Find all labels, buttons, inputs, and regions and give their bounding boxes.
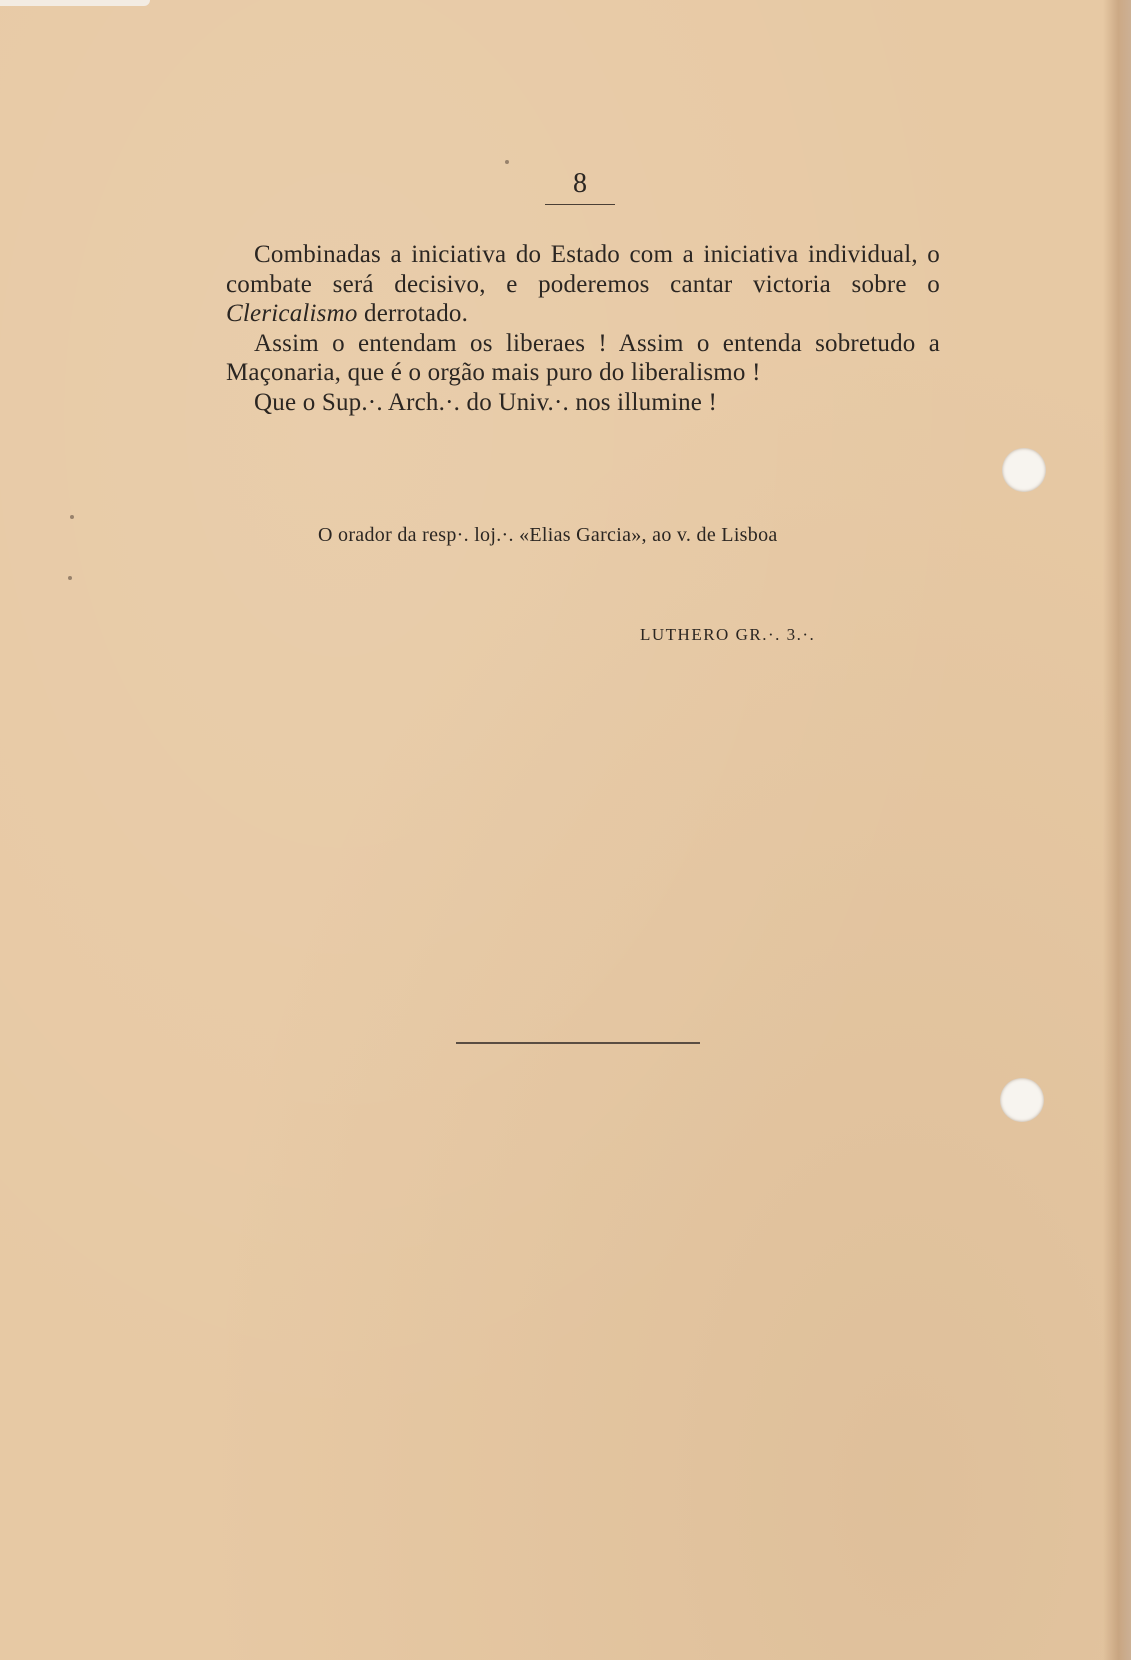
paragraph-1-text-a: Combinadas a iniciativa do Estado com a iniciativa individual, o combate será decisivo, e poderemos cantar victoria sobre o bbox=[226, 241, 940, 298]
paragraph-1-text-b: derrotado. bbox=[357, 300, 469, 327]
paragraph-3: Que o Sup.·. Arch.·. do Univ.·. nos illumine ! bbox=[254, 388, 718, 416]
page-number: 8 bbox=[573, 168, 587, 199]
ink-speck bbox=[505, 160, 509, 164]
page-edge-shadow bbox=[1103, 0, 1131, 1660]
paragraph-2: Assim o entendam os liberaes ! Assim o entenda sobretudo a Maçonaria, que é o orgão mais puro do liberalismo ! bbox=[226, 329, 940, 386]
author-name: LUTHERO GR.·. 3.·. bbox=[640, 625, 816, 644]
paragraph-1-emphasis: Clericalismo bbox=[226, 300, 358, 327]
punch-hole-top bbox=[1002, 448, 1046, 492]
page-number-block bbox=[545, 168, 615, 205]
punch-hole-bottom bbox=[1000, 1078, 1044, 1122]
paragraph-1 bbox=[226, 240, 940, 329]
closing-rule bbox=[456, 1042, 700, 1044]
page-number-rule bbox=[545, 204, 615, 205]
signature-line: O orador da resp·. loj.·. «Elias Garcia», ao v. de Lisboa bbox=[318, 524, 778, 546]
ink-speck bbox=[70, 515, 74, 519]
torn-edge bbox=[0, 0, 150, 6]
ink-speck bbox=[68, 576, 72, 580]
body-text bbox=[226, 240, 940, 417]
